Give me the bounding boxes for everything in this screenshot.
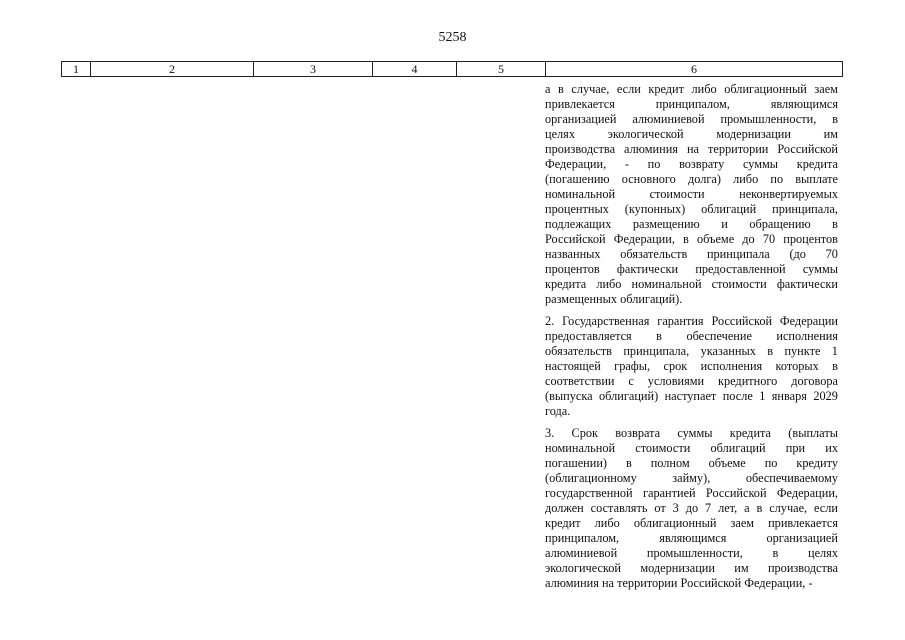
text-line: Российской Федерации, в объеме до 70 процентов xyxy=(545,232,838,246)
text-line: номинальной стоимости облигаций при их xyxy=(545,441,838,455)
text-line: алюминия на территории Российской Федерации, - xyxy=(545,576,813,590)
text-line: производства алюминия на территории Российской xyxy=(545,142,838,156)
text-line: погашении) в полном объеме по кредиту xyxy=(545,456,838,470)
text-line: привлекается принципалом, являющимся xyxy=(545,97,838,111)
text-line: должен составлять от 3 до 7 лет, а в случае, если xyxy=(545,501,838,515)
text-line: соответствии с условиями кредитного договора xyxy=(545,374,838,388)
text-line: года. xyxy=(545,404,571,418)
text-line: алюминиевой промышленности, в целях xyxy=(545,546,838,560)
text-line: Федерации, - по возврату суммы кредита xyxy=(545,157,838,171)
text-line: предоставляется в обеспечение исполнения xyxy=(545,329,838,343)
text-line: организацией алюминиевой промышленности, в xyxy=(545,112,838,126)
text-line: (облигационному займу), обеспечиваемому xyxy=(545,471,838,485)
text-line: кредит либо облигационный заем привлекается xyxy=(545,516,838,530)
text-line: размещенных облигаций). xyxy=(545,292,683,306)
text-line: экологической модернизации им производства xyxy=(545,561,838,575)
text-line: процентных (купонных) облигаций принципала, xyxy=(545,202,838,216)
text-line: процентов фактически предоставленной суммы xyxy=(545,262,838,276)
paragraph xyxy=(545,426,838,591)
column-header-1: 1 xyxy=(62,62,91,77)
text-line: принципалом, являющимся организацией xyxy=(545,531,838,545)
column-header-6: 6 xyxy=(546,62,843,77)
column-header-row xyxy=(61,61,843,77)
text-line: кредита либо номинальной стоимости фактически xyxy=(545,277,838,291)
text-line: подлежащих размещению и обращению в xyxy=(545,217,838,231)
text-line: 2. Государственная гарантия Российской Федерации xyxy=(545,314,838,328)
text-line: государственной гарантией Российской Федерации, xyxy=(545,486,838,500)
paragraph xyxy=(545,314,838,419)
column-header-2: 2 xyxy=(91,62,254,77)
text-line: а в случае, если кредит либо облигационный заем xyxy=(545,82,838,96)
column-header-3: 3 xyxy=(254,62,373,77)
paragraph xyxy=(545,82,838,307)
text-line: 3. Срок возврата суммы кредита (выплаты xyxy=(545,426,838,440)
column-header-4: 4 xyxy=(373,62,457,77)
column-6-text xyxy=(545,82,838,591)
text-line: обязательств принципала, указанных в пункте 1 xyxy=(545,344,838,358)
text-line: целях экологической модернизации им xyxy=(545,127,838,141)
page-number: 5258 xyxy=(438,30,467,45)
text-line: номинальной стоимости неконвертируемых xyxy=(545,187,838,201)
column-header-5: 5 xyxy=(457,62,546,77)
text-line: настоящей графы, срок исполнения которых в xyxy=(545,359,838,373)
text-line: названных обязательств принципала (до 70 xyxy=(545,247,838,261)
text-line: (выпуска облигаций) наступает после 1 января 2029 xyxy=(545,389,838,403)
text-line: (погашению основного долга) либо по выплате xyxy=(545,172,838,186)
